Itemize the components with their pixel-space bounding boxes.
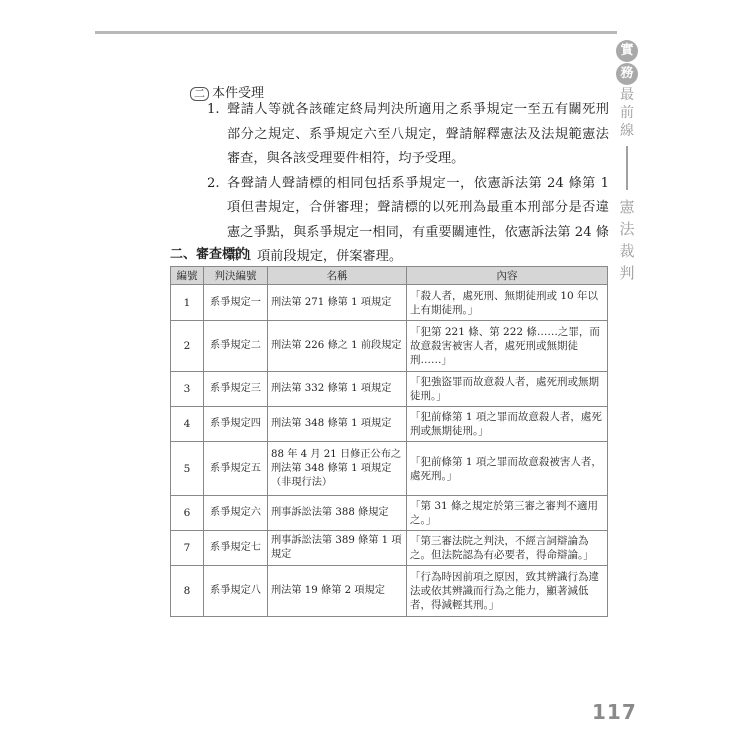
side-char: 最 bbox=[620, 87, 634, 103]
cell-name: 刑法第 348 條第 1 項規定 bbox=[268, 407, 407, 442]
side-char: 前 bbox=[620, 105, 634, 121]
top-rule bbox=[95, 31, 617, 34]
side-char: 裁 bbox=[619, 242, 635, 260]
cell-name: 刑法第 226 條之 1 前段規定 bbox=[268, 321, 407, 372]
subsection-title: 本件受理 bbox=[212, 86, 265, 101]
cell-content: 「犯前條第 1 項之罪而故意殺人者，處死刑或無期徒刑。」 bbox=[407, 407, 608, 442]
cell-no: 4 bbox=[171, 407, 204, 442]
table-header-row bbox=[171, 267, 608, 285]
cell-content: 「殺人者，處死刑、無期徒刑或 10 年以上有期徒刑。」 bbox=[407, 285, 608, 321]
cell-content: 「第 31 條之規定於第三審之審判不適用之。」 bbox=[407, 496, 608, 531]
table-row bbox=[171, 442, 608, 496]
subsection-marker: 二 bbox=[190, 87, 209, 101]
table-row bbox=[171, 285, 608, 321]
cell-content: 「犯前條第 1 項之罪而故意殺被害人者，處死刑。」 bbox=[407, 442, 608, 496]
cell-rule: 系爭規定四 bbox=[204, 407, 268, 442]
cell-name: 刑法第 332 條第 1 項規定 bbox=[268, 372, 407, 407]
table-row bbox=[171, 566, 608, 617]
table-row bbox=[171, 496, 608, 531]
cell-content: 「犯強盜罪而故意殺人者，處死刑或無期徒刑。」 bbox=[407, 372, 608, 407]
cell-rule: 系爭規定八 bbox=[204, 566, 268, 617]
item-text: 聲請人等就各該確定終局判決所適用之系爭規定一至五有關死刑部分之規定、系爭規定六至八規定，聲請解釋憲法及法規範憲法審查，與各該受理要件相符，均予受理。 bbox=[227, 102, 609, 166]
cell-name: 88 年 4 月 21 日修正公布之刑法第 348 條第 1 項規定（非現行法） bbox=[268, 442, 407, 496]
side-char: 線 bbox=[620, 123, 634, 139]
cell-name: 刑事訴訟法第 389 條第 1 項規定 bbox=[268, 531, 407, 566]
item-text: 各聲請人聲請標的相同包括系爭規定一，依憲訴法第 24 條第 1 項但書規定，合併審理；聲請標的以死刑為最重本刑部分是否違憲之爭點，與系爭規定一相同，有重要關連性，依憲訴法第 24 條第 1 項前段規定，併案審理。 bbox=[227, 175, 609, 264]
side-tab bbox=[617, 40, 637, 284]
cell-no: 7 bbox=[171, 531, 204, 566]
col-header-content: 內容 bbox=[407, 267, 608, 285]
cell-rule: 系爭規定一 bbox=[204, 285, 268, 321]
cell-content: 「第三審法院之判決，不經言詞辯論為之。但法院認為有必要者，得命辯論。」 bbox=[407, 531, 608, 566]
side-char: 法 bbox=[619, 220, 635, 238]
cell-no: 1 bbox=[171, 285, 204, 321]
col-header-name: 名稱 bbox=[268, 267, 407, 285]
side-char-circled: 務 bbox=[616, 63, 638, 85]
page-number: 117 bbox=[592, 700, 637, 724]
side-char: 判 bbox=[619, 264, 635, 282]
side-char: 憲 bbox=[619, 198, 635, 216]
cell-no: 3 bbox=[171, 372, 204, 407]
cell-rule: 系爭規定三 bbox=[204, 372, 268, 407]
table-row bbox=[171, 321, 608, 372]
cell-no: 2 bbox=[171, 321, 204, 372]
item-number: 2. bbox=[207, 175, 220, 191]
list-item bbox=[207, 172, 609, 270]
item-number: 1. bbox=[207, 102, 220, 117]
cell-name: 刑事訴訟法第 388 條規定 bbox=[268, 496, 407, 531]
review-table bbox=[170, 266, 608, 617]
table-row bbox=[171, 531, 608, 566]
cell-no: 6 bbox=[171, 496, 204, 531]
section-title: 二、審查標的 bbox=[170, 247, 249, 262]
cell-rule: 系爭規定五 bbox=[204, 442, 268, 496]
list-item bbox=[207, 98, 609, 172]
side-divider bbox=[626, 146, 628, 190]
col-header-rule: 判決編號 bbox=[204, 267, 268, 285]
cell-name: 刑法第 19 條第 2 項規定 bbox=[268, 566, 407, 617]
col-header-no: 編號 bbox=[171, 267, 204, 285]
cell-rule: 系爭規定七 bbox=[204, 531, 268, 566]
cell-no: 5 bbox=[171, 442, 204, 496]
accept-items bbox=[207, 98, 609, 270]
side-char-circled: 實 bbox=[616, 40, 638, 62]
cell-content: 「犯第 221 條、第 222 條……之罪，而故意殺害被害人者，處死刑或無期徒刑……」 bbox=[407, 321, 608, 372]
cell-no: 8 bbox=[171, 566, 204, 617]
cell-name: 刑法第 271 條第 1 項規定 bbox=[268, 285, 407, 321]
cell-rule: 系爭規定六 bbox=[204, 496, 268, 531]
cell-rule: 系爭規定二 bbox=[204, 321, 268, 372]
cell-content: 「行為時因前項之原因，致其辨識行為違法或依其辨識而行為之能力，顯著減低者，得減輕其刑。」 bbox=[407, 566, 608, 617]
table-row bbox=[171, 372, 608, 407]
table-row bbox=[171, 407, 608, 442]
